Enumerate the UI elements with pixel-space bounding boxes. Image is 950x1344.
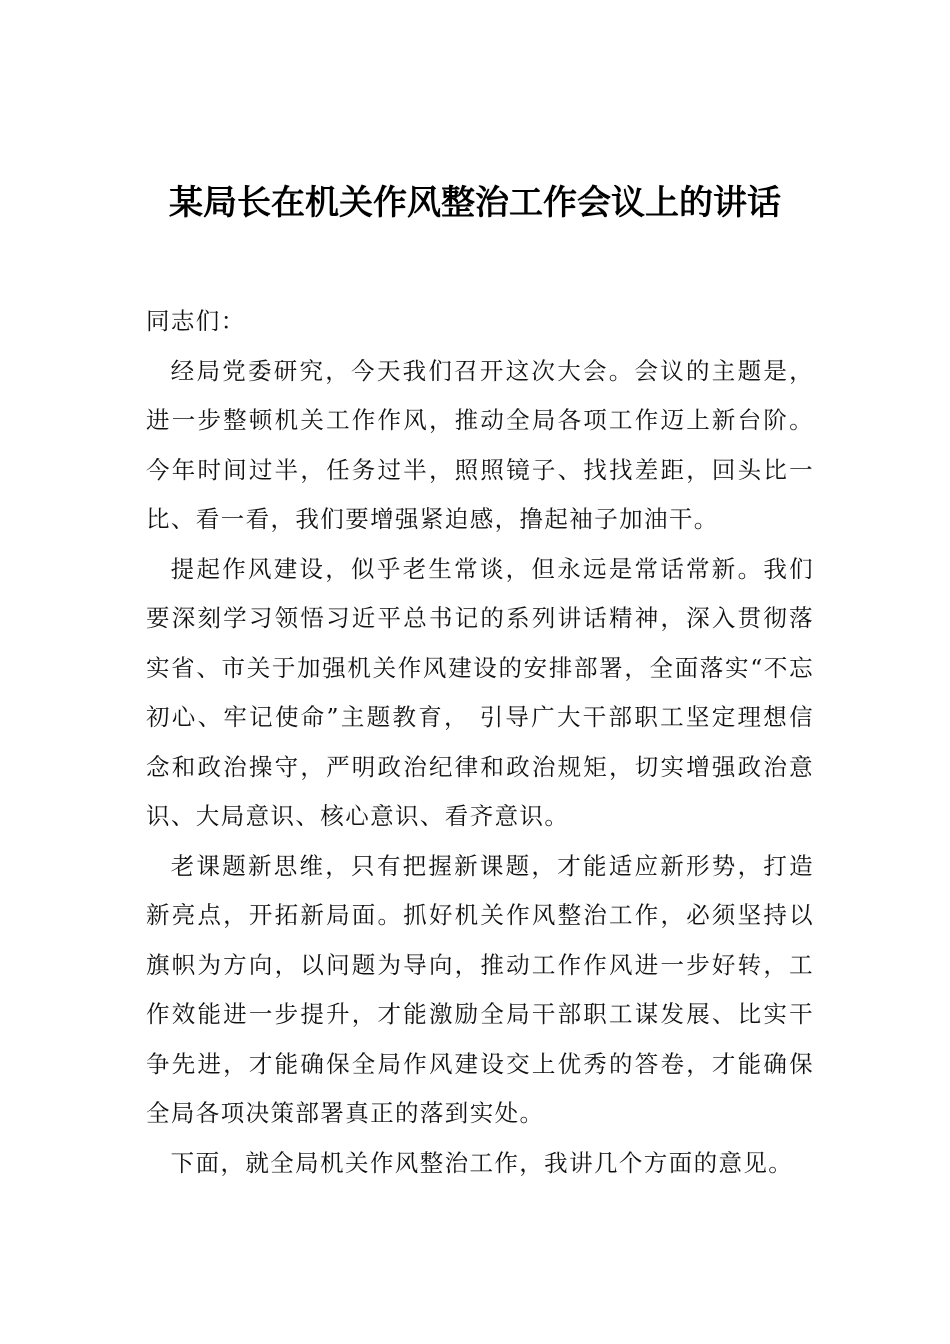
paragraph-3: 老课题新思维，只有把握新课题，才能适应新形势，打造新亮点，开拓新局面。抓好机关作风整治工作，必须坚持以旗帜为方向，以问题为导向，推动工作作风进一步好转，工作效能进一步提升，才能激励全局干部职工谋发展、比实干争先进，才能确保全局作风建设交上优秀的答卷，才能确保全局各项决策部署真正的落到实处。: [146, 851, 814, 1127]
salutation: 同志们：: [146, 307, 246, 335]
paragraph-2: 提起作风建设，似乎老生常谈，但永远是常话常新。我们要深刻学习领悟习近平总书记的系列讲话精神，深入贯彻落实省、市关于加强机关作风建设的安排部署，全面落实“不忘初心、牢记使命”主题教育， 引导广大干部职工坚定理想信念和政治操守，严明政治纪律和政治规矩，切实增强政治意识、大局意识、核心意识、看齐意识。: [146, 554, 814, 830]
document-title: 某局长在机关作风整治工作会议上的讲话: [169, 182, 781, 223]
paragraph-1: 经局党委研究，今天我们召开这次大会。会议的主题是，进一步整顿机关工作作风，推动全局各项工作迈上新台阶。今年时间过半，任务过半，照照镜子、找找差距，回头比一比、看一看，我们要增强紧迫感，撸起袖子加油干。: [146, 356, 814, 533]
document-body: [146, 297, 814, 1188]
paragraph-4: 下面，就全局机关作风整治工作，我讲几个方面的意见。: [170, 1148, 794, 1177]
